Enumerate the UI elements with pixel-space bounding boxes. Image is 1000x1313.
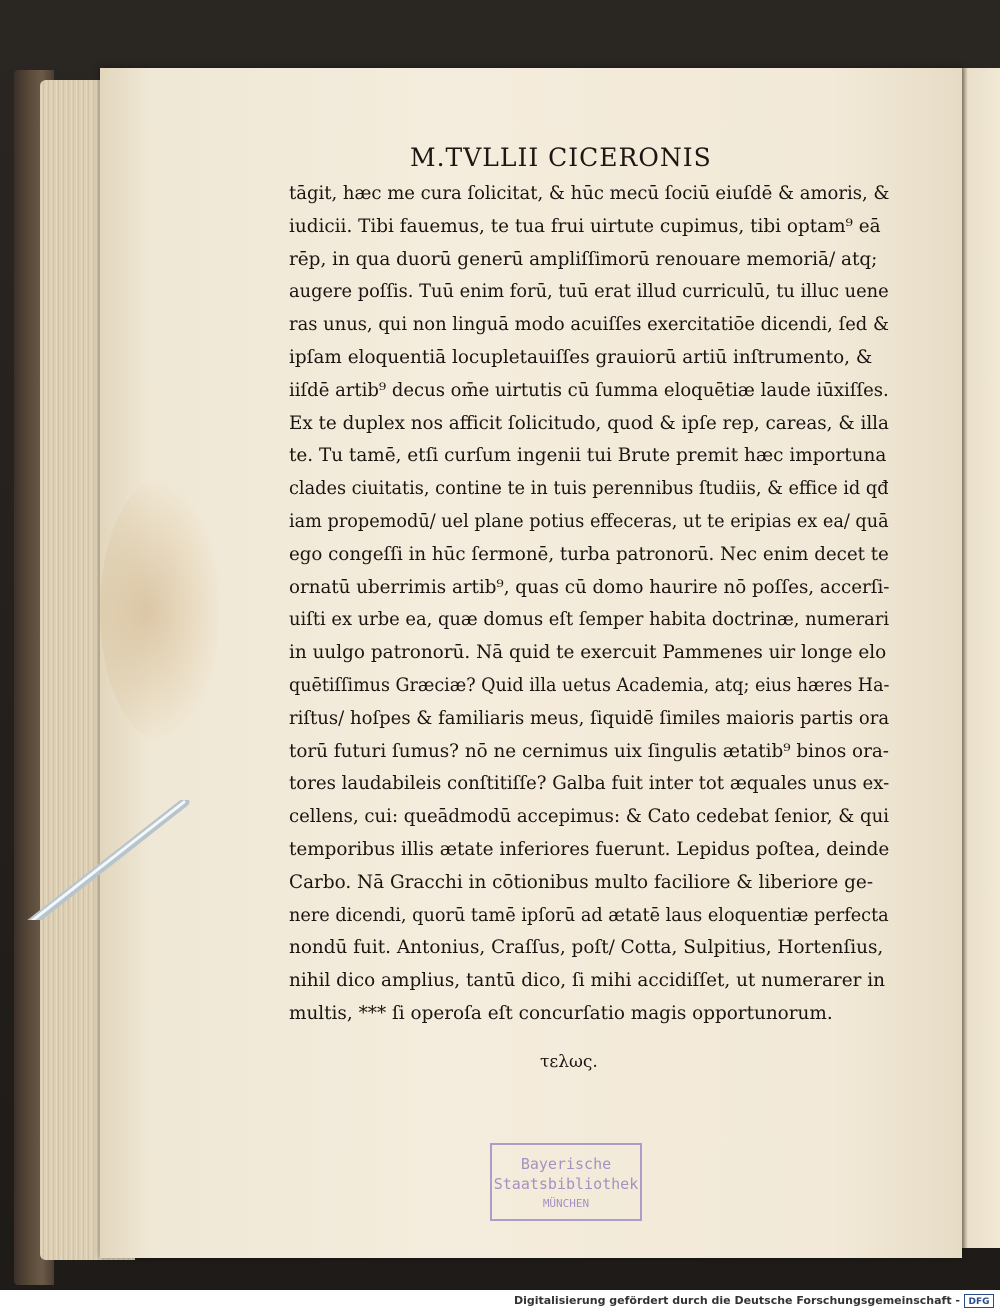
text-line: te. Tu tamē, etſi curſum ingenii tui Brute premit hæc importuna — [289, 445, 887, 467]
stamp-line: MÜNCHEN — [542, 1197, 590, 1210]
text-line: iudicii. Tibi fauemus, te tua frui uirtute cupimus, tibi optam⁹ eā — [289, 215, 881, 237]
facing-page-edge — [962, 68, 1000, 1248]
text-line: augere poſſis. Tuū enim forū, tuū erat illud curriculū, tu illuc uene — [289, 281, 889, 303]
text-line: nondū fuit. Antonius, Craſſus, poſt/ Cotta, Sulpitius, Hortenſius, — [289, 937, 884, 959]
text-line: iiſdē artib⁹ decus om̄e uirtutis cū ſumma eloquētiæ laude iūxiſſes. — [289, 379, 889, 401]
glass-pointer — [0, 800, 220, 920]
text-line: torū futuri ſumus? nō ne cernimus uix ſingulis ætatib⁹ binos ora- — [289, 740, 889, 762]
body-text — [289, 178, 889, 1031]
text-line: ego congeſſi in hūc ſermonē, turba patronorū. Nec enim decet te — [289, 543, 889, 565]
colophon: τελως. — [540, 1052, 598, 1072]
footer-credit: Digitalisierung gefördert durch die Deutsche Forschungsgemeinschaft - — [513, 1294, 960, 1307]
text-line: ras unus, qui non linguā modo acuiſſes exercitatiōe dicendi, ſed & — [289, 314, 889, 336]
water-stain — [100, 480, 220, 740]
text-line: uiſti ex urbe ea, quæ domus eſt ſemper habita doctrinæ, numerari — [289, 609, 890, 631]
running-head: M.TVLLII CICERONIS — [410, 143, 712, 172]
text-line: ornatū uberrimis artib⁹, quas cū domo haurire nō poſſes, accerſi- — [289, 576, 890, 598]
text-line: clades ciuitatis, contine te in tuis perennibus ſtudiis, & effice id qđ — [289, 478, 889, 500]
text-line: nere dicendi, quorū tamē ipſorū ad ætatē laus eloquentiæ perfecta — [289, 904, 889, 926]
text-line: quētiſſimus Græciæ? Quid illa uetus Academia, atq; eius hæres Ha- — [289, 674, 890, 696]
text-line: tores laudabileis conſtitiſſe? Galba fuit inter tot æquales unus ex- — [289, 773, 890, 795]
text-line: iam propemodū/ uel plane potius effeceras, ut te eripias ex ea/ quā — [289, 510, 889, 532]
text-line: tāgit, hæc me cura ſolicitat, & hūc mecū ſociū eiuſdē & amoris, & — [289, 183, 890, 204]
text-line: multis, *** ſi operoſa eſt concurſatio magis opportunorum. — [289, 1002, 833, 1024]
text-line: rēp, in qua duorū generū ampliſſimorū renouare memoriā/ atq; — [289, 248, 878, 270]
text-line: nihil dico amplius, tantū dico, ſi mihi accidiſſet, ut numerarer in — [289, 970, 885, 992]
text-line: ipſam eloquentiā locupletauiſſes grauiorū artiū inſtrumento, & — [289, 346, 873, 368]
text-line: in uulgo patronorū. Nā quid te exercuit Pammenes uir longe elo — [289, 642, 887, 664]
text-line: riſtus/ hoſpes & familiaris meus, ſiquidē ſimiles maioris partis ora — [289, 707, 890, 729]
text-line: cellens, cui: queādmodū accepimus: & Cato cedebat ſenior, & qui — [289, 806, 889, 828]
text-line: Carbo. Nā Gracchi in cōtionibus multo faciliore & liberiore ge- — [289, 871, 874, 893]
dfg-logo: DFG — [964, 1294, 994, 1308]
library-stamp — [490, 1143, 642, 1221]
text-line: temporibus illis ætate inferiores fuerunt. Lepidus poſtea, deinde — [289, 838, 890, 860]
stamp-line: Bayerische — [520, 1155, 612, 1173]
stamp-line: Staatsbibliothek — [493, 1175, 639, 1193]
text-line: Ex te duplex nos afficit ſolicitudo, quod & ipſe rep, careas, & illa — [289, 412, 889, 434]
